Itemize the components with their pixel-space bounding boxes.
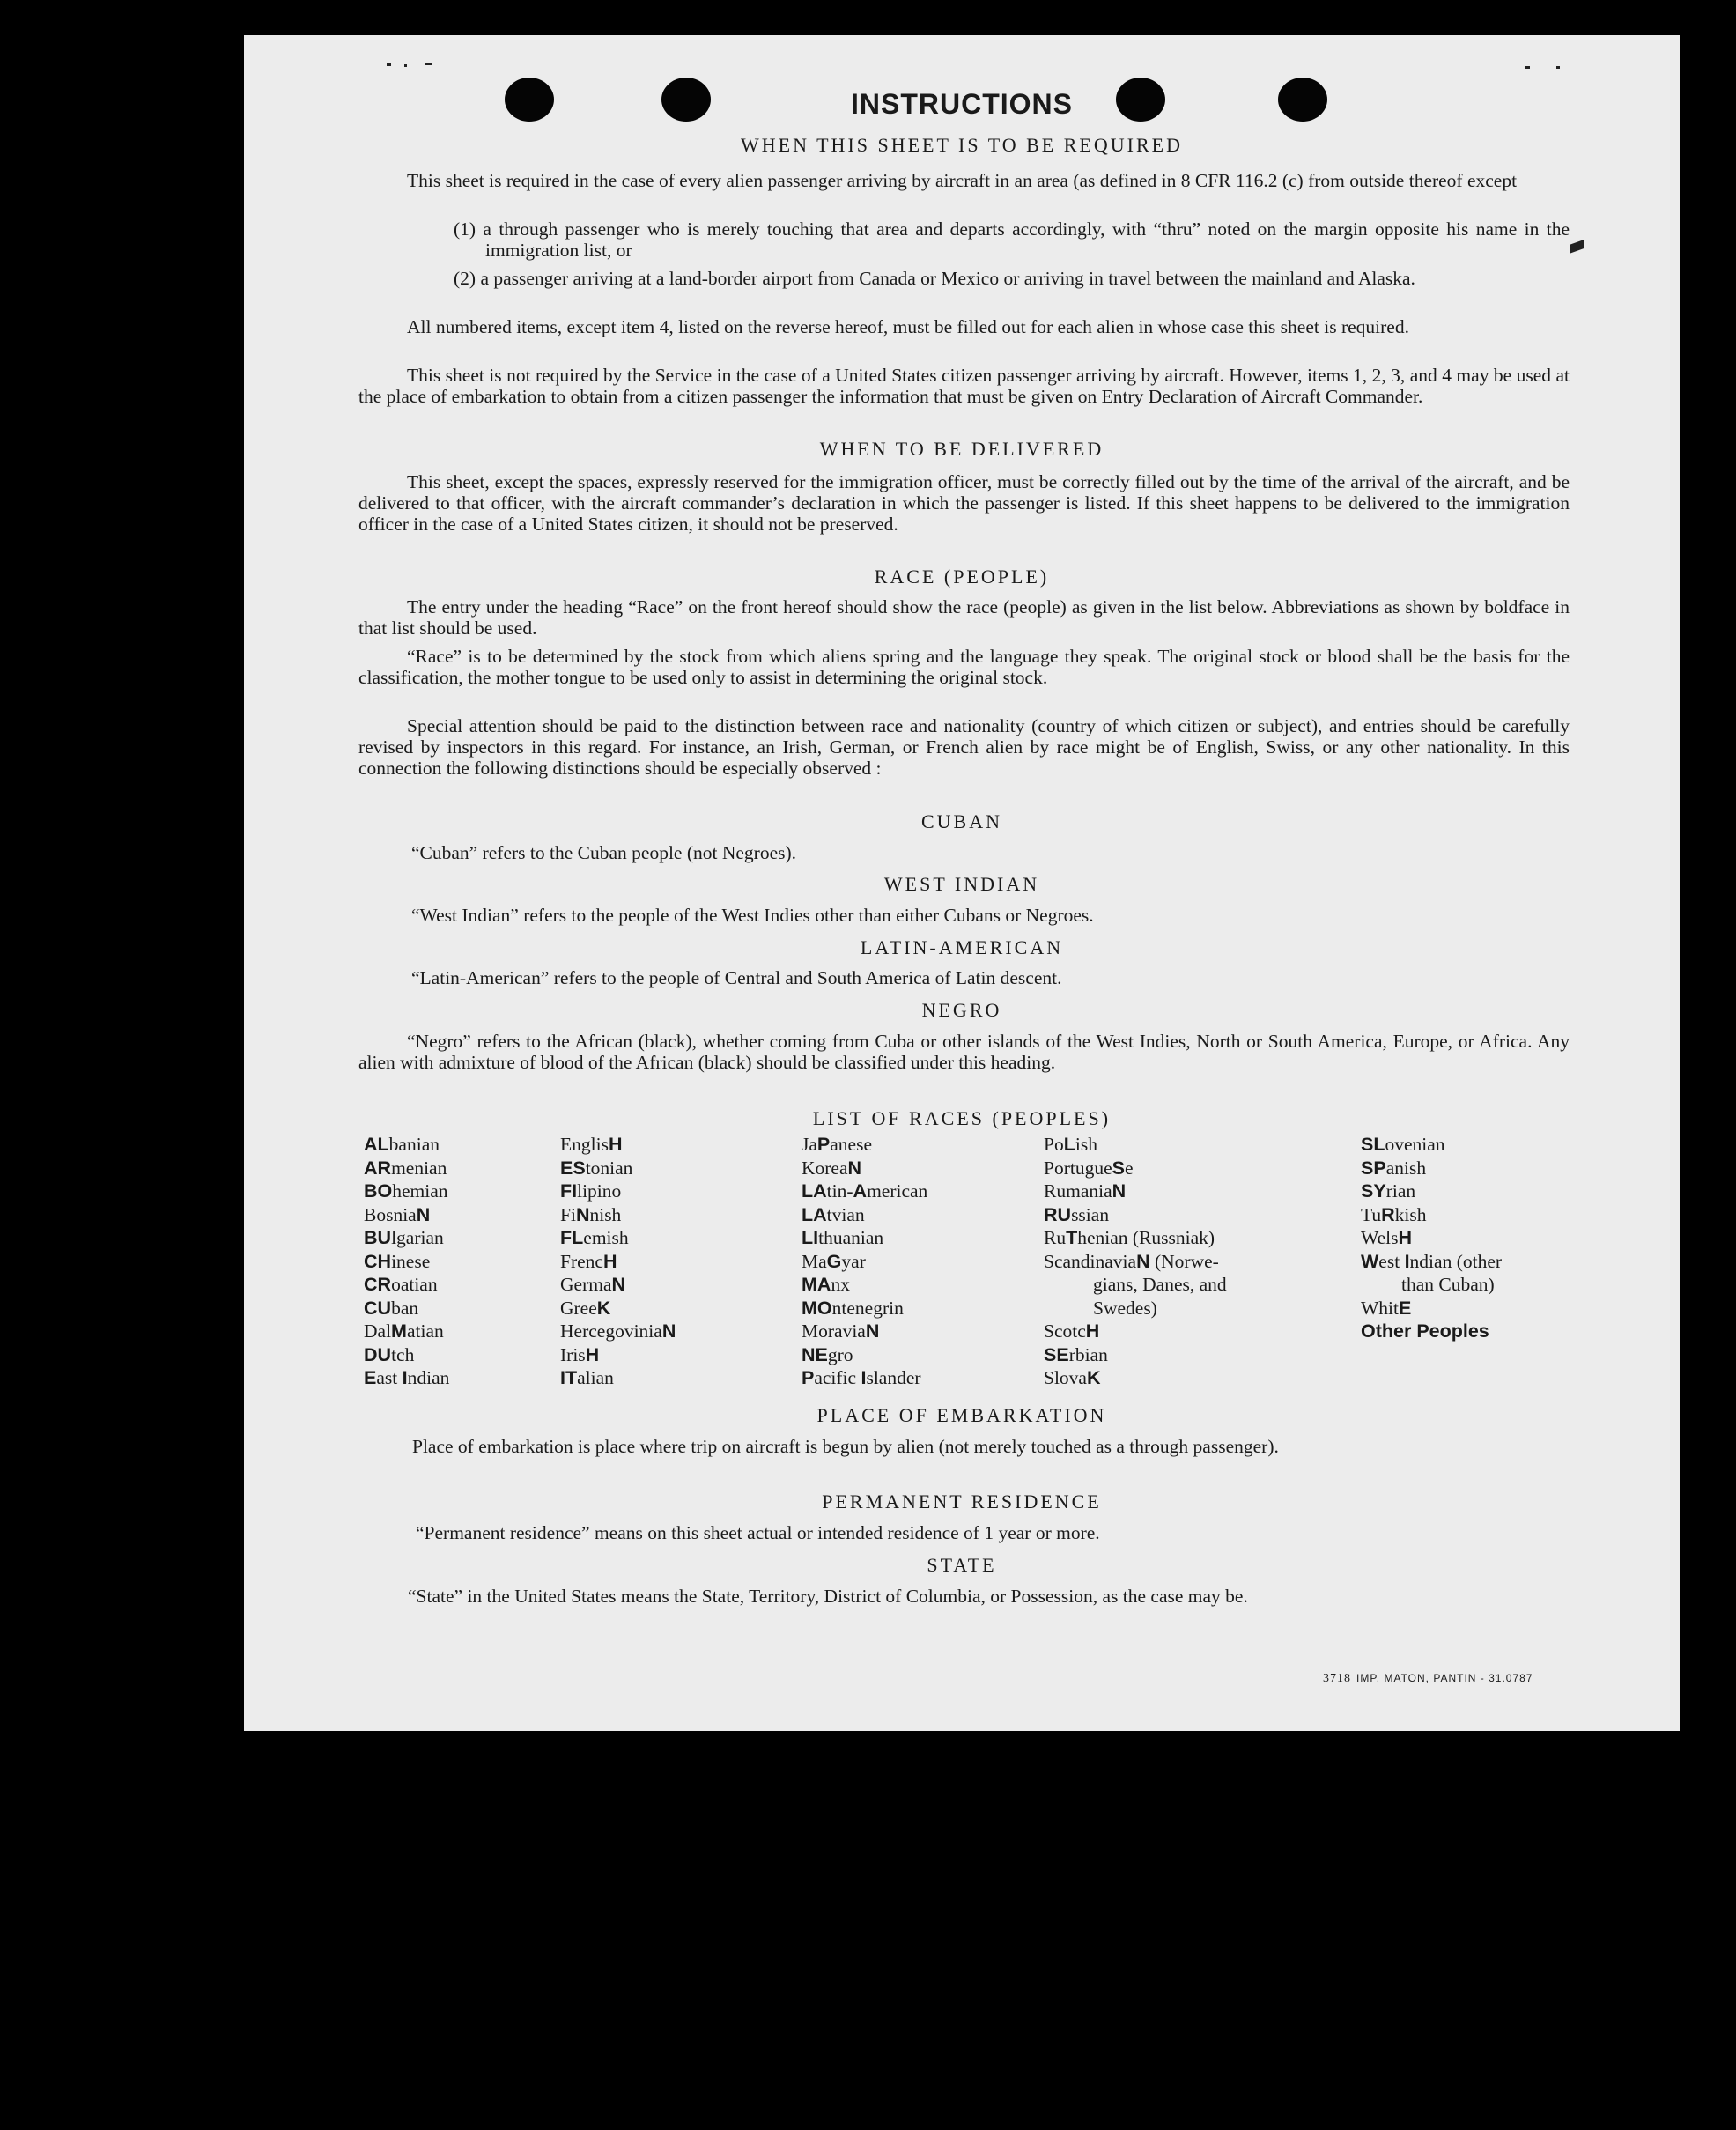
- race-entry: TuRkish: [1361, 1203, 1427, 1225]
- race-entry: IrisH: [560, 1343, 600, 1365]
- document-sheet: [244, 35, 1680, 1731]
- race-entry: NEgro: [802, 1343, 853, 1365]
- race-entry: GreeK: [560, 1297, 611, 1319]
- punch-hole: [505, 78, 554, 122]
- race-entry: LAtvian: [802, 1203, 865, 1225]
- heading-negro: NEGRO: [921, 999, 1002, 1021]
- race-entry: ScotcH: [1044, 1320, 1100, 1342]
- race-entry: LIthuanian: [802, 1227, 884, 1248]
- printer-footer: [1323, 1672, 1533, 1686]
- print-speck: [387, 63, 391, 66]
- print-speck: [425, 63, 432, 65]
- punch-hole: [1116, 78, 1165, 122]
- punch-hole: [1278, 78, 1327, 122]
- race-paragraph-1: The entry under the heading “Race” on the front hereof should show the race (people) as given in the list below. Abbreviations as shown by boldface in that list should be used.: [358, 596, 1570, 639]
- form-number: 3718: [1323, 1672, 1351, 1685]
- print-speck: [1556, 66, 1560, 69]
- race-entry: SErbian: [1044, 1343, 1108, 1365]
- race-entry: gians, Danes, and: [1093, 1274, 1227, 1295]
- negro-definition: “Negro” refers to the African (black), whether coming from Cuba or other islands of the West Indies, North or South America, Europe, or Africa. Any alien with admixture of blood of the African (black) should be classified under this heading.: [358, 1031, 1570, 1073]
- race-paragraph-3: Special attention should be paid to the distinction between race and nationality (country of which citizen or subject), and entries should be carefully revised by inspectors in this regard. For instance, an Irish, German, or French alien by race might be of English, Swiss, or any other nationality. In this connection the following distinctions should be especially observed :: [358, 715, 1570, 779]
- margin-arrow-mark: [1570, 240, 1584, 254]
- race-entry: ALbanian: [364, 1134, 440, 1155]
- exception-item: (1) a through passenger who is merely touching that area and departs accordingly, with “thru” noted on the margin opposite his name in the immigration list, or: [454, 218, 1570, 261]
- state-definition: “State” in the United States means the State, Territory, District of Columbia, or Possession, as the case may be.: [408, 1586, 1248, 1607]
- when-required-intro: This sheet is required in the case of every alien passenger arriving by aircraft in an area (as defined in 8 CFR 116.2 (c) from outside thereof except: [407, 170, 1518, 191]
- race-entry: RumaniaN: [1044, 1180, 1127, 1202]
- cuban-definition: “Cuban” refers to the Cuban people (not Negroes).: [411, 842, 797, 863]
- race-entry: PortugueSe: [1044, 1157, 1134, 1179]
- race-entry: than Cuban): [1401, 1274, 1495, 1295]
- heading-when-required: WHEN THIS SHEET IS TO BE REQUIRED: [741, 134, 1183, 156]
- when-delivered-paragraph: This sheet, except the spaces, expressly reserved for the immigration officer, must be correctly filled out by the time of the arrival of the aircraft, and be delivered to that officer, with the aircraft commander’s declaration in which the passenger is listed. If this sheet happens to be delivered to the immigration officer in the case of a United States citizen, it should not be preserved.: [358, 471, 1570, 535]
- race-entry: HercegoviniaN: [560, 1320, 676, 1342]
- heading-state: STATE: [927, 1554, 997, 1576]
- race-entry: MoraviaN: [802, 1320, 880, 1342]
- punch-hole: [661, 78, 711, 122]
- residence-definition: “Permanent residence” means on this sheet actual or intended residence of 1 year or more.: [416, 1522, 1100, 1543]
- race-entry: FrencH: [560, 1250, 617, 1272]
- race-entry: LAtin-American: [802, 1180, 928, 1202]
- race-entry: DalMatian: [364, 1320, 444, 1342]
- race-entry: ITalian: [560, 1367, 614, 1388]
- heading-embarkation: PLACE OF EMBARKATION: [816, 1404, 1107, 1426]
- page-title: INSTRUCTIONS: [851, 88, 1073, 120]
- race-entry: ARmenian: [364, 1157, 447, 1179]
- race-entry: SYrian: [1361, 1180, 1416, 1202]
- latin-american-definition: “Latin-American” refers to the people of Central and South America of Latin descent.: [411, 967, 1062, 988]
- race-entry: BosniaN: [364, 1203, 431, 1225]
- race-entry: WhitE: [1361, 1297, 1412, 1319]
- race-list-column: [560, 1133, 676, 1390]
- embarkation-definition: Place of embarkation is place where trip on aircraft is begun by alien (not merely touched as a through passenger).: [412, 1436, 1279, 1457]
- race-entry: SPanish: [1361, 1157, 1427, 1179]
- race-entry: DUtch: [364, 1343, 415, 1365]
- race-entry: Pacific Islander: [802, 1367, 921, 1388]
- race-entry: FIlipino: [560, 1180, 622, 1202]
- race-entry: SlovaK: [1044, 1367, 1101, 1388]
- race-list-column: [1361, 1133, 1502, 1343]
- race-list-column: [1044, 1133, 1227, 1390]
- race-entry: PoLish: [1044, 1134, 1097, 1155]
- print-speck: [404, 64, 407, 67]
- race-entry: KoreaN: [802, 1157, 862, 1179]
- race-entry: FLemish: [560, 1227, 629, 1248]
- race-entry: MaGyar: [802, 1250, 866, 1272]
- race-entry: BUlgarian: [364, 1227, 444, 1248]
- heading-race: RACE (PEOPLE): [874, 566, 1050, 588]
- race-entry: BOhemian: [364, 1180, 448, 1202]
- exception-item: (2) a passenger arriving at a land-border airport from Canada or Mexico or arriving in travel between the mainland and Alaska.: [454, 268, 1415, 289]
- race-list-column: [802, 1133, 927, 1390]
- citizen-note-paragraph: This sheet is not required by the Service in the case of a United States citizen passenger arriving by aircraft. However, items 1, 2, 3, and 4 may be used at the place of embarkation to obtain from a citizen passenger the information that must be given on Entry Declaration of Aircraft Commander.: [358, 365, 1570, 407]
- heading-west-indian: WEST INDIAN: [883, 873, 1040, 895]
- race-entry: MAnx: [802, 1274, 850, 1295]
- race-entry: FiNnish: [560, 1203, 622, 1225]
- race-entry: RUssian: [1044, 1203, 1110, 1225]
- race-entry: Swedes): [1093, 1297, 1157, 1319]
- race-entry: EStonian: [560, 1157, 633, 1179]
- race-entry: RuThenian (Russniak): [1044, 1227, 1215, 1248]
- heading-list-of-races: LIST OF RACES (PEOPLES): [812, 1107, 1112, 1129]
- print-speck: [1525, 66, 1530, 69]
- race-entry: WelsH: [1361, 1227, 1412, 1248]
- race-entry: East Indian: [364, 1367, 450, 1388]
- race-entry: CHinese: [364, 1250, 431, 1272]
- race-entry: EnglisH: [560, 1134, 623, 1155]
- numbered-items-paragraph: All numbered items, except item 4, listed on the reverse hereof, must be filled out for each alien in whose case this sheet is required.: [407, 316, 1409, 337]
- race-paragraph-2: “Race” is to be determined by the stock from which aliens spring and the language they speak. The original stock or blood shall be the basis for the classification, the mother tongue to be used only to assist in determining the original stock.: [358, 646, 1570, 688]
- heading-cuban: CUBAN: [920, 810, 1002, 832]
- race-entry: MOntenegrin: [802, 1297, 904, 1319]
- race-entry: SLovenian: [1361, 1134, 1445, 1155]
- race-entry: Other Peoples: [1361, 1320, 1489, 1342]
- printer-imprint: IMP. MATON, PANTIN - 31.0787: [1356, 1672, 1533, 1684]
- heading-when-delivered: WHEN TO BE DELIVERED: [819, 438, 1104, 460]
- race-entry: ScandinaviaN (Norwe-: [1044, 1250, 1219, 1272]
- heading-residence: PERMANENT RESIDENCE: [822, 1490, 1102, 1512]
- race-list-column: [364, 1133, 449, 1390]
- heading-latin-american: LATIN-AMERICAN: [860, 936, 1064, 958]
- race-entry: CRoatian: [364, 1274, 438, 1295]
- race-entry: CUban: [364, 1297, 419, 1319]
- race-entry: West Indian (other: [1361, 1250, 1503, 1272]
- race-entry: JaPanese: [802, 1134, 873, 1155]
- race-entry: GermaN: [560, 1274, 626, 1295]
- west-indian-definition: “West Indian” refers to the people of the West Indies other than either Cubans or Negroes.: [411, 905, 1094, 926]
